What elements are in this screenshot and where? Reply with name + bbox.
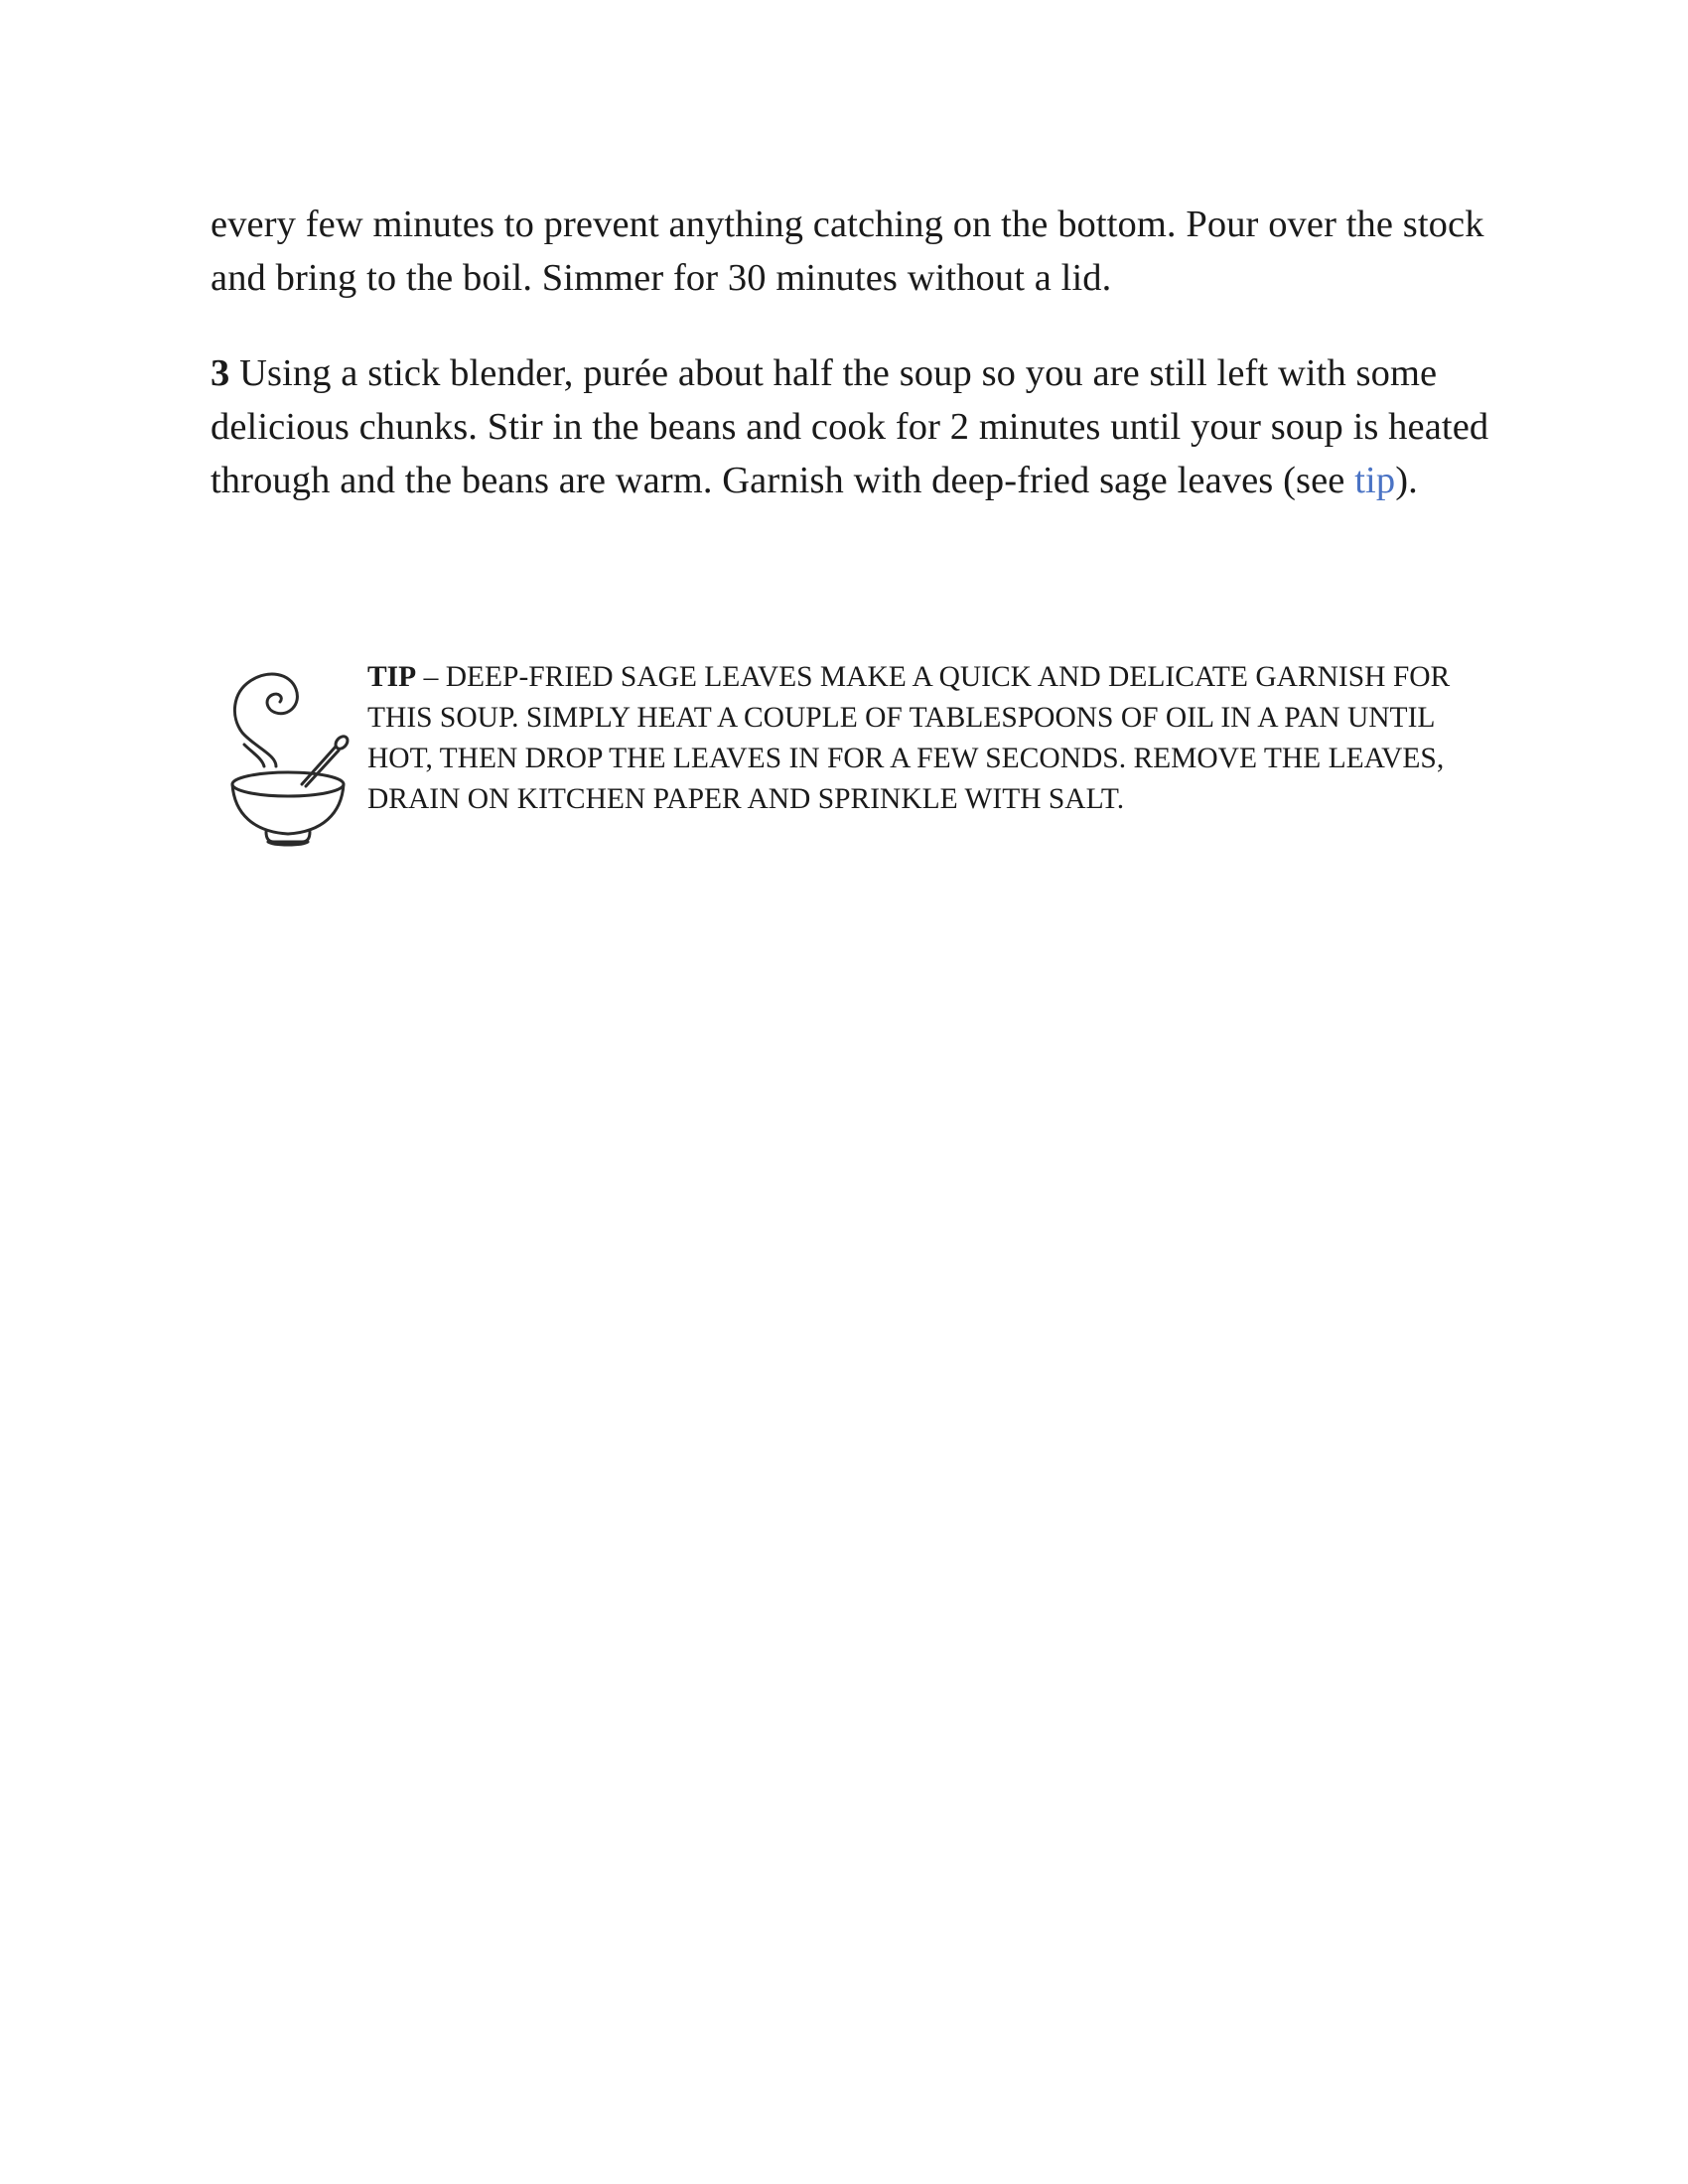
tip-link[interactable]: tip <box>1354 460 1396 501</box>
step-text: Using a stick blender, purée about half the soup so you are still left with some delicious chunks. Stir in the beans and cook for 2 minutes until your soup is heated through and the beans are warm. Garnish with deep-fried sage leaves (see <box>211 352 1489 501</box>
method-step-3 <box>211 346 1491 507</box>
soup-bowl-icon <box>224 655 352 850</box>
step-text-end: ). <box>1395 460 1418 501</box>
tip-box <box>367 657 1489 820</box>
step-number: 3 <box>211 352 230 394</box>
method-paragraph-continued: every few minutes to prevent anything catching on the bottom. Pour over the stock and bring to the boil. Simmer for 30 minutes without a lid. <box>211 204 1484 299</box>
tip-text: – DEEP-FRIED SAGE LEAVES MAKE A QUICK AND DELICATE GARNISH FOR THIS SOUP. SIMPLY HEAT A COUPLE OF TABLESPOONS OF OIL IN A PAN UNTIL HOT, THEN DROP THE LEAVES IN FOR A FEW SECONDS. REMOVE THE LEAVES, DRAIN ON KITCHEN PAPER AND SPRINKLE WITH SALT. <box>367 661 1451 815</box>
tip-label: TIP <box>367 661 417 693</box>
